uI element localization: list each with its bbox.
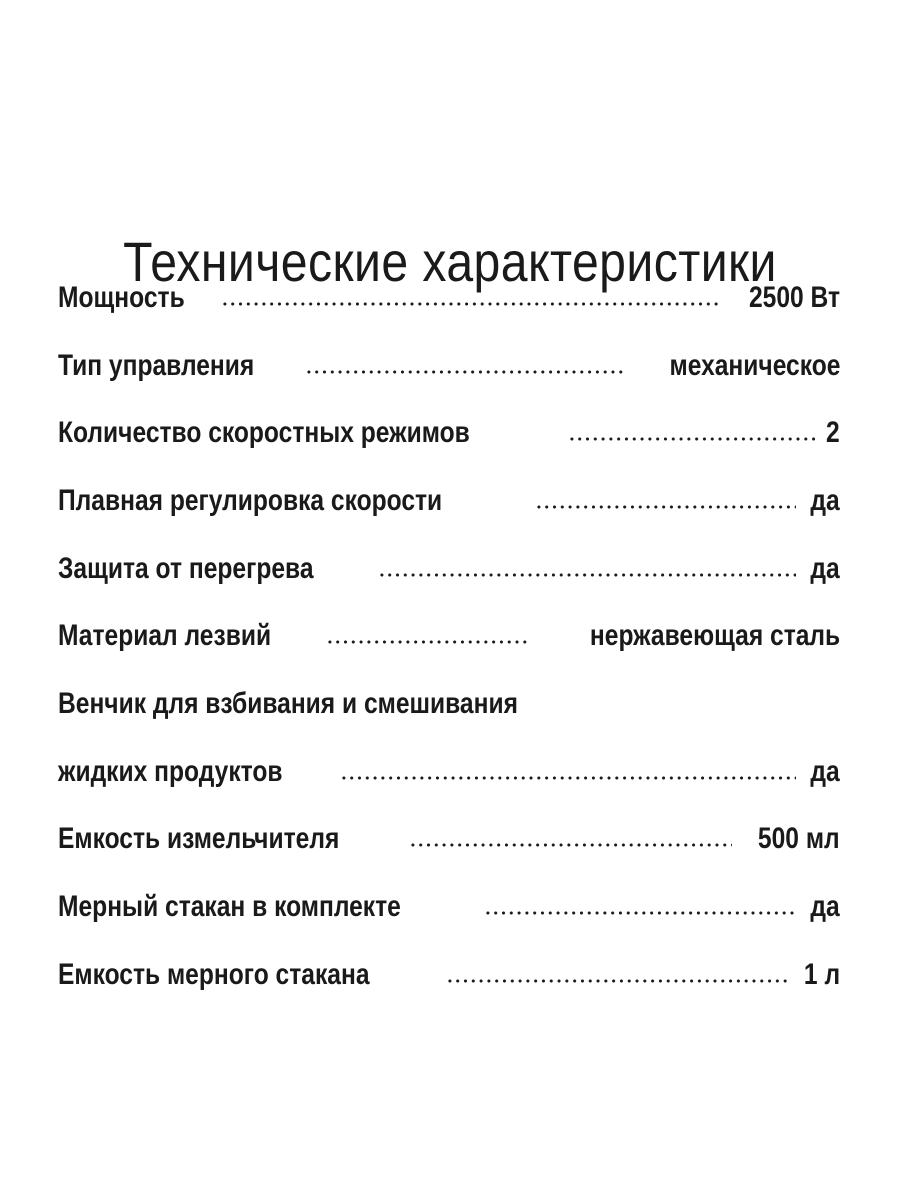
- dot-leader: [221, 302, 721, 306]
- page-title: Технические характеристики: [123, 229, 777, 293]
- spec-label: Мерный стакан в комплекте: [58, 890, 401, 924]
- spec-value: да: [810, 754, 840, 788]
- spec-row-whisk-line2: [58, 738, 840, 806]
- spec-row-whisk-line1: [58, 670, 840, 738]
- spec-value: механическое: [669, 348, 840, 382]
- spec-label: Тип управления: [58, 348, 255, 382]
- dot-leader: [340, 776, 796, 780]
- spec-row-measuring-cup-included: [58, 873, 840, 941]
- spec-label: Венчик для взбивания и смешивания: [58, 686, 518, 720]
- spec-value: да: [810, 551, 840, 585]
- dot-leader: [326, 640, 527, 644]
- spec-label: Плавная регулировка скорости: [58, 483, 443, 517]
- dot-leader: [409, 843, 732, 847]
- spec-label: Защита от перегрева: [58, 551, 314, 585]
- spec-row-blade-material: [58, 602, 840, 670]
- spec-value: 500 мл: [758, 822, 840, 856]
- spec-label: Емкость мерного стакана: [58, 957, 370, 991]
- spec-label: Материал лезвий: [58, 619, 272, 653]
- spec-list: [58, 264, 840, 1009]
- dot-leader: [378, 573, 797, 577]
- spec-value: нержавеющая сталь: [589, 619, 840, 653]
- spec-value: да: [810, 890, 840, 924]
- dot-leader: [305, 370, 623, 374]
- spec-label: Мощность: [58, 280, 185, 314]
- spec-label: Количество скоростных режимов: [58, 416, 470, 450]
- spec-row-chopper-capacity: [58, 806, 840, 874]
- spec-label: жидких продуктов: [58, 754, 283, 788]
- dot-leader: [568, 437, 815, 441]
- spec-value: 1 л: [803, 957, 840, 991]
- spec-row-overheat-protection: [58, 535, 840, 603]
- spec-row-smooth-speed: [58, 467, 840, 535]
- dot-leader: [484, 911, 796, 915]
- spec-label: Емкость измельчителя: [58, 822, 340, 856]
- spec-value: да: [810, 483, 840, 517]
- dot-leader: [446, 979, 788, 983]
- spec-value: 2500 Вт: [748, 280, 840, 314]
- spec-row-measuring-cup-capacity: [58, 941, 840, 1009]
- dot-leader: [535, 505, 797, 509]
- spec-row-control-type: [58, 332, 840, 400]
- spec-row-power: [58, 264, 840, 332]
- spec-row-speed-modes: [58, 399, 840, 467]
- spec-value: 2: [826, 416, 840, 450]
